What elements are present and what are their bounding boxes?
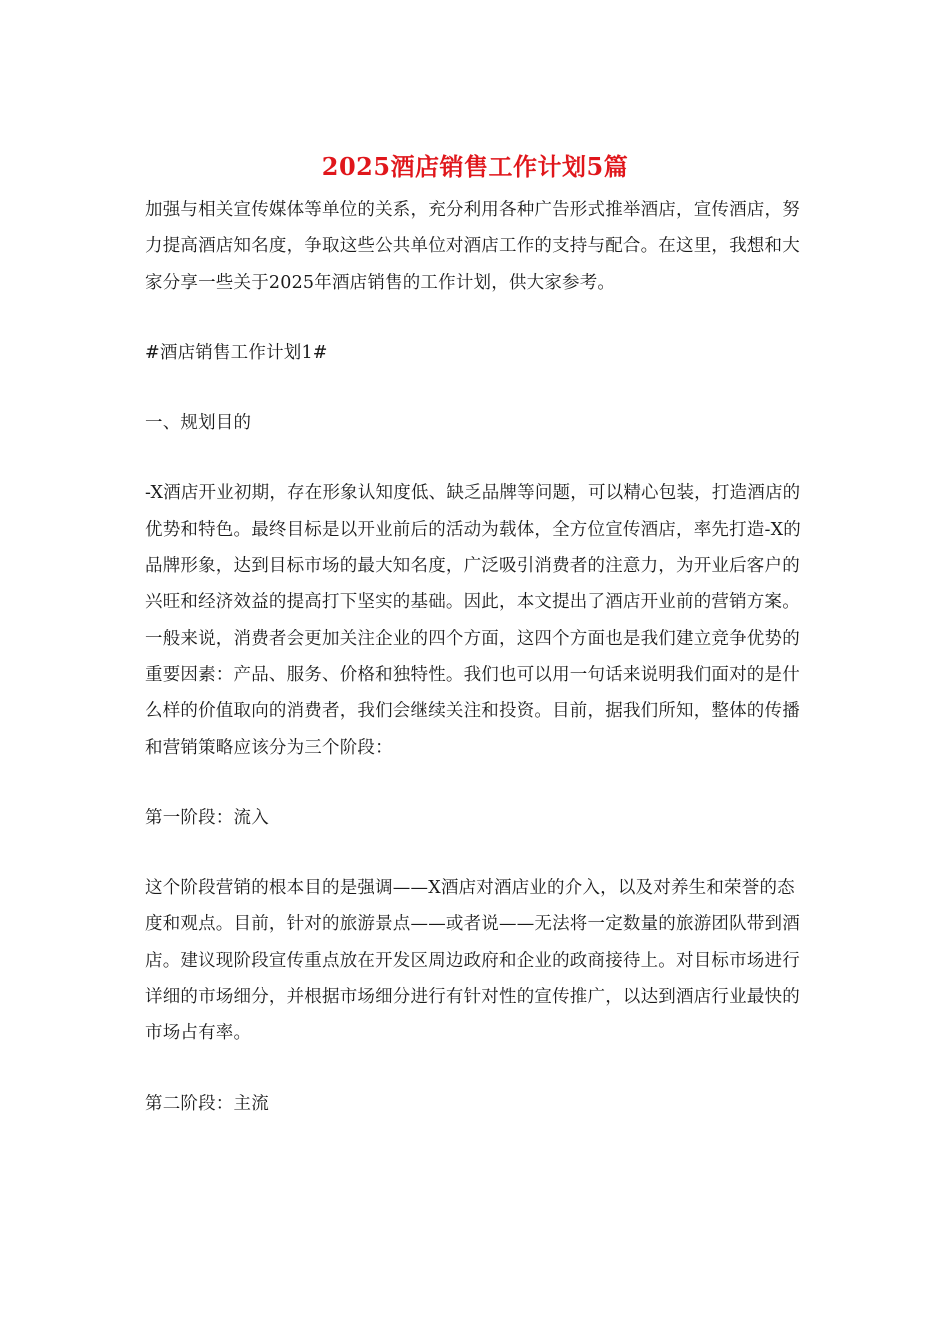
intro-paragraph: 加强与相关宣传媒体等单位的关系，充分利用各种广告形式推举酒店，宣传酒店，努力提高酒店知名度，争取这些公共单位对酒店工作的支持与配合。在这里，我想和大家分享一些关于2025年酒店销售的工作计划，供大家参考。 (145, 200, 800, 293)
subheading-purpose: 一、规划目的 (145, 413, 252, 434)
stage-two-heading: 第二阶段：主流 (145, 1093, 269, 1114)
section-heading-plan-1: #酒店销售工作计划1# (145, 342, 328, 363)
document-title: 2025酒店销售工作计划5篇 (321, 152, 629, 181)
purpose-paragraph: -X酒店开业初期，存在形象认知度低、缺乏品牌等问题，可以精心包装，打造酒店的优势和特色。最终目标是以开业前后的活动为载体，全方位宣传酒店，率先打造-X的品牌形象，达到目标市场的最大知名度，广泛吸引消费者的注意力，为开业后客户的兴旺和经济效益的提高打下坚实的基础。因此，本文提出了酒店开业前的营销方案。一般来说，消费者会更加关注企业的四个方面，这四个方面也是我们建立竞争优势的重要因素：产品、服务、价格和独特性。我们也可以用一句话来说明我们面对的是什么样的价值取向的消费者，我们会继续关注和投资。目前，据我们所知，整体的传播和营销策略应该分为三个阶段： (145, 483, 801, 758)
document-body (145, 192, 805, 1122)
stage-one-paragraph: 这个阶段营销的根本目的是强调——X酒店对酒店业的介入，以及对养生和荣誉的态度和观点。目前，针对的旅游景点——或者说——无法将一定数量的旅游团队带到酒店。建议现阶段宣传重点放在开发区周边政府和企业的政商接待上。对目标市场进行详细的市场细分，并根据市场细分进行有针对性的宣传推广，以达到酒店行业最快的市场占有率。 (145, 878, 800, 1044)
stage-one-heading: 第一阶段：流入 (145, 807, 269, 828)
